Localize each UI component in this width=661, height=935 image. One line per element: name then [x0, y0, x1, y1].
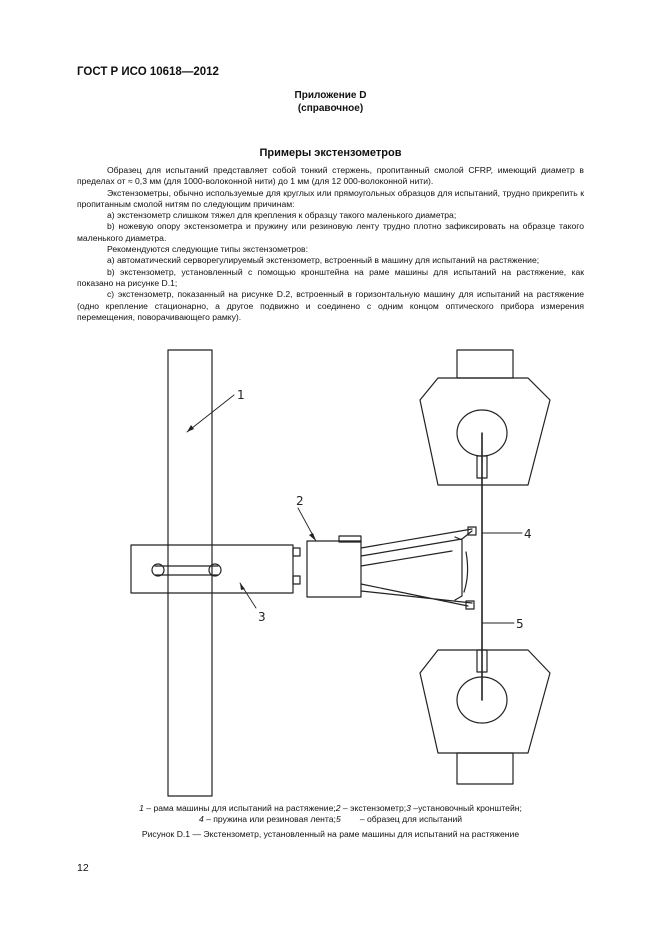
section-title: Примеры экстензометров — [259, 147, 402, 159]
paragraph: Рекомендуются следующие типы экстензометров: — [107, 244, 308, 255]
legend-line-2 — [0, 814, 661, 825]
extensometer-body — [307, 541, 361, 597]
callout-2: 2 — [296, 494, 304, 508]
legend-text-3: –установочный кронштейн; — [410, 803, 522, 813]
bracket-slot — [152, 564, 221, 576]
appendix-heading — [0, 89, 661, 115]
legend-text-1: – рама машины для испытаний на растяжение; — [143, 803, 336, 813]
legend-num-2: 2 — [335, 803, 341, 813]
standard-header: ГОСТ Р ИСО 10618—2012 — [77, 66, 219, 78]
legend-text-4: – пружина или резиновая лента; — [203, 814, 336, 824]
machine-frame-column — [168, 350, 212, 796]
spring-rubber-band — [455, 537, 468, 600]
legend-text-2: – экстензометр; — [340, 803, 407, 813]
list-item: а) автоматический сервoрегулируемый экстензометр, встроенный в машину для испытаний на растяжение; — [107, 255, 540, 266]
figure-legend — [0, 803, 661, 825]
bracket-bolts — [293, 548, 300, 584]
figure-caption: Рисунок D.1 — Экстензометр, установленный на раме машины для испытаний на растяжение — [141, 829, 520, 839]
appendix-subtitle: (справочное) — [297, 103, 364, 114]
body-text — [77, 165, 584, 323]
callout-4: 4 — [524, 527, 532, 541]
list-item: b) ножевую опору экстензометра и пружину или резиновую ленту трудно плотно зафиксировать на образце такого маленького диаметра. — [77, 221, 584, 243]
extensometer-drawing — [0, 340, 661, 800]
legend-num-5: 5 — [335, 814, 341, 824]
callout-5: 5 — [516, 617, 524, 631]
legend-line-1 — [0, 803, 661, 814]
leader-lines — [187, 395, 522, 623]
lower-grip — [420, 650, 550, 784]
paragraph: Образец для испытаний представляет собой тонкий стержень, пропитанный смолой CFRP, имеющий диаметр в пределах от ≈ 0,3 мм (для 1000-волоконной нити) до 1 мм (для 12 000-волоконной нити). — [77, 165, 584, 187]
figure-d1 — [0, 340, 661, 800]
callout-1: 1 — [237, 388, 245, 402]
appendix-title: Приложение D — [294, 90, 367, 101]
upper-grip — [420, 350, 550, 485]
legend-num-3: 3 — [406, 803, 411, 813]
callout-3: 3 — [258, 610, 266, 624]
legend-text-5: – образец для испытаний — [340, 814, 463, 824]
page-number: 12 — [77, 862, 89, 874]
legend-num-4: 4 — [198, 814, 204, 824]
list-item: b) экстензометр, установленный с помощью кронштейна на раме машины для испытаний на растяжение, как показано на рисунке D.1; — [77, 266, 584, 288]
legend-num-1: 1 — [139, 803, 144, 813]
paragraph: Экстензометры, обычно используемые для круглых или прямоугольных образцов для испытаний, трудно прикрепить к пропитанным смолой нитям по следующим причинам: — [77, 187, 584, 209]
list-item: c) экстензометр, показанный на рисунке D.2, встроенный в горизонтальную машину для испытаний на растяжение (одно крепление стационарно, а другое подвижно и соединено с одним концом оптического прибора измерения перемещения, поворачивающего рамку). — [77, 289, 584, 322]
extensometer-arms — [361, 527, 476, 609]
list-item: а) экстензометр слишком тяжел для крепления к образцу такого маленького диаметра; — [107, 210, 457, 221]
